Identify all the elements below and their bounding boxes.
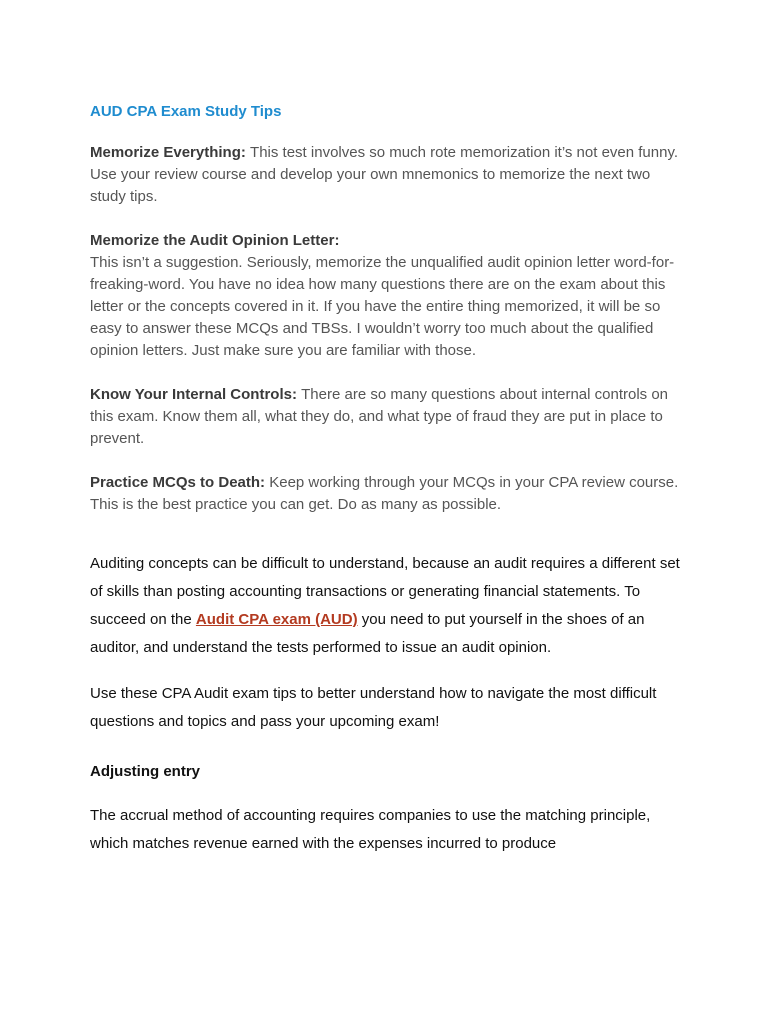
adjusting-entry-paragraph: The accrual method of accounting requires companies to use the matching principle, which matches revenue earned with the expenses incurred to produce <box>90 807 651 852</box>
intro-text-after-link: you need to put yourself in the shoes of an auditor, and understand the tests performed to issue an audit opinion. <box>90 611 645 656</box>
tip-memorize-opinion-letter <box>90 230 680 362</box>
tip-body: This test involves so much rote memorization it’s not even funny. Use your review course and develop your own mnemonics to memorize the next two study tips. <box>90 144 679 205</box>
intro-paragraph <box>90 550 680 662</box>
tip-heading: Memorize the Audit Opinion Letter: <box>90 232 340 249</box>
tip-heading: Practice MCQs to Death: <box>90 474 270 491</box>
tips-paragraph: Use these CPA Audit exam tips to better understand how to navigate the most difficult questions and topics and pass your upcoming exam! <box>90 685 657 730</box>
tip-heading: Know Your Internal Controls: <box>90 386 302 403</box>
tip-heading: Memorize Everything: <box>90 144 251 161</box>
tip-practice-mcqs <box>90 472 680 516</box>
tip-body: Keep working through your MCQs in your CPA review course. This is the best practice you can get. Do as many as possible. <box>90 474 679 513</box>
section-heading-adjusting-entry: Adjusting entry <box>90 763 201 780</box>
tip-body: This isn’t a suggestion. Seriously, memorize the unqualified audit opinion letter word-for-freaking-word. You have no idea how many questions there are on the exam about this letter or the concepts covered in it. If you have the entire thing memorized, it will be so easy to answer these MCQs and TBSs. I wouldn’t worry too much about the qualified opinion letters. Just make sure you are familiar with those. <box>90 254 675 359</box>
document-title: AUD CPA Exam Study Tips <box>90 103 282 120</box>
document-page <box>90 100 680 876</box>
audit-cpa-exam-link[interactable]: Audit CPA exam (AUD) <box>195 611 358 628</box>
tip-body: There are so many questions about internal controls on this exam. Know them all, what they do, and what type of fraud they are put in place to prevent. <box>90 386 669 447</box>
tip-internal-controls <box>90 384 680 450</box>
tip-memorize-everything <box>90 142 680 208</box>
intro-text-before-link: Auditing concepts can be difficult to understand, because an audit requires a different set of skills than posting accounting transactions or generating financial statements. To succeed on the <box>90 555 680 628</box>
